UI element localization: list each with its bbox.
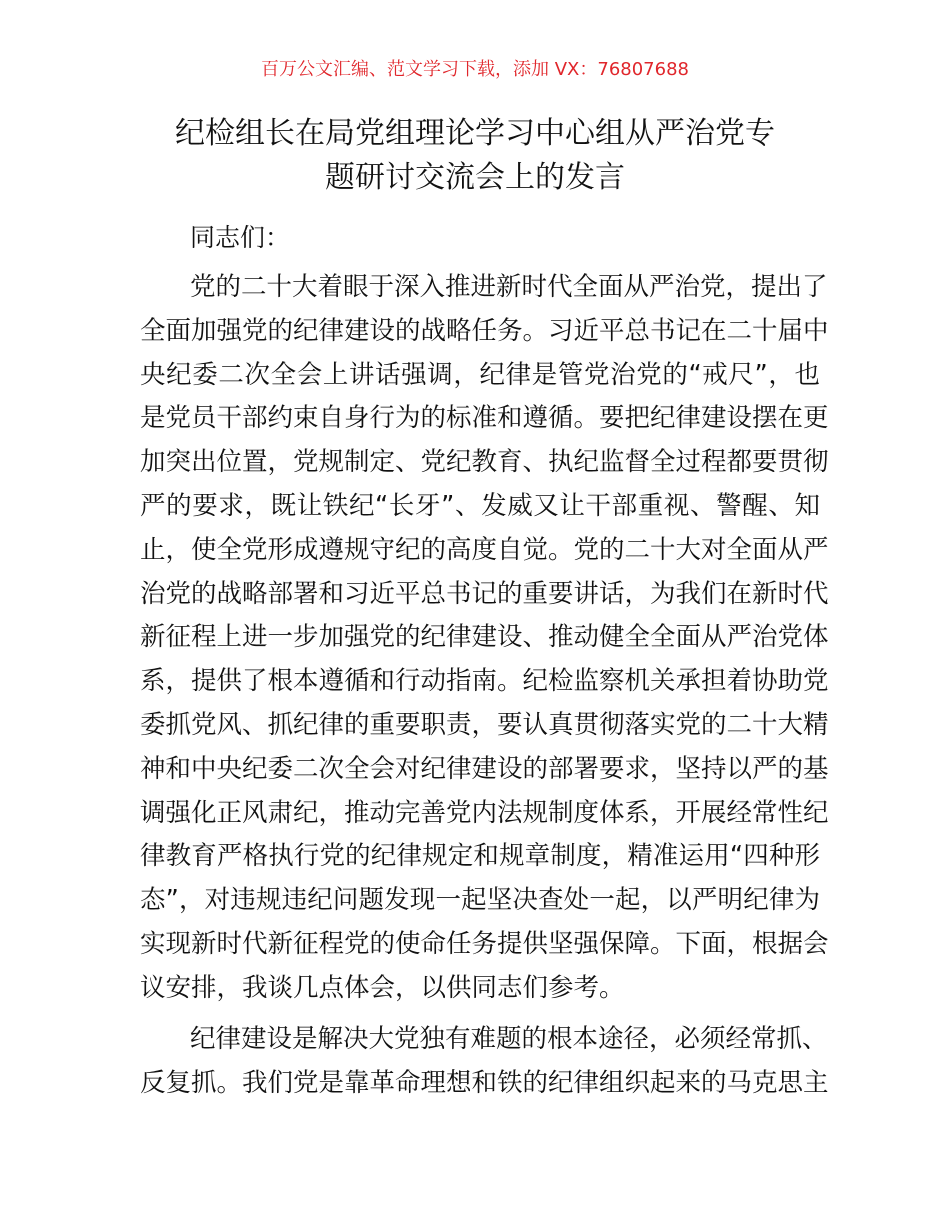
paragraph-line: 议安排，我谈几点体会，以供同志们参考。 [140, 972, 625, 1003]
paragraph-2 [140, 1018, 829, 1106]
paragraph-line: 态”，对违规违纪问题发现一起坚决查处一起，以严明纪律为 [140, 885, 820, 916]
watermark-header: 百万公文汇编、范文学习下载，添加 VX：76807688 [261, 59, 689, 80]
paragraph-line: 调强化正风肃纪，推动完善党内法规制度体系，开展经常性纪 [140, 797, 829, 828]
paragraph-line: 纪律建设是解决大党独有难题的根本途径，必须经常抓、 [190, 1024, 828, 1054]
paragraph-line: 严的要求，既让铁纪“长牙”、发威又让干部重视、警醒、知 [140, 490, 820, 521]
paragraph-line: 加突出位置，党规制定、党纪教育、执纪监督全过程都要贯彻 [140, 447, 829, 478]
paragraph-line: 神和中央纪委二次全会对纪律建设的部署要求，坚持以严的基 [140, 753, 829, 784]
paragraph-line: 委抓党风、抓纪律的重要职责，要认真贯彻落实党的二十大精 [140, 709, 829, 740]
paragraph-line: 止，使全党形成遵规守纪的高度自觉。党的二十大对全面从严 [140, 534, 829, 565]
paragraph-line: 是党员干部约束自身行为的标准和遵循。要把纪律建设摆在更 [140, 403, 829, 434]
greeting: 同志们： [190, 223, 291, 252]
paragraph-line: 实现新时代新征程党的使命任务提供坚强保障。下面，根据会 [140, 928, 829, 959]
paragraph-line: 系，提供了根本遵循和行动指南。纪检监察机关承担着协助党 [140, 666, 829, 697]
paragraph-line: 反复抓。我们党是靠革命理想和铁的纪律组织起来的马克思主 [140, 1067, 829, 1098]
document-title [100, 112, 850, 200]
paragraph-line: 党的二十大着眼于深入推进新时代全面从严治党，提出了 [190, 272, 828, 302]
paragraph-line: 央纪委二次全会上讲话强调，纪律是管党治党的“戒尺”，也 [140, 359, 820, 390]
paragraph-1 [140, 266, 829, 1011]
title-line-1: 纪检组长在局党组理论学习中心组从严治党专 [175, 116, 775, 151]
paragraph-line: 新征程上进一步加强党的纪律建设、推动健全全面从严治党体 [140, 622, 829, 653]
paragraph-line: 治党的战略部署和习近平总书记的重要讲话，为我们在新时代 [140, 578, 829, 609]
title-line-2: 题研讨交流会上的发言 [325, 160, 625, 195]
paragraph-line: 全面加强党的纪律建设的战略任务。习近平总书记在二十届中 [140, 315, 829, 346]
paragraph-line: 律教育严格执行党的纪律规定和规章制度，精准运用“四种形 [140, 841, 820, 872]
